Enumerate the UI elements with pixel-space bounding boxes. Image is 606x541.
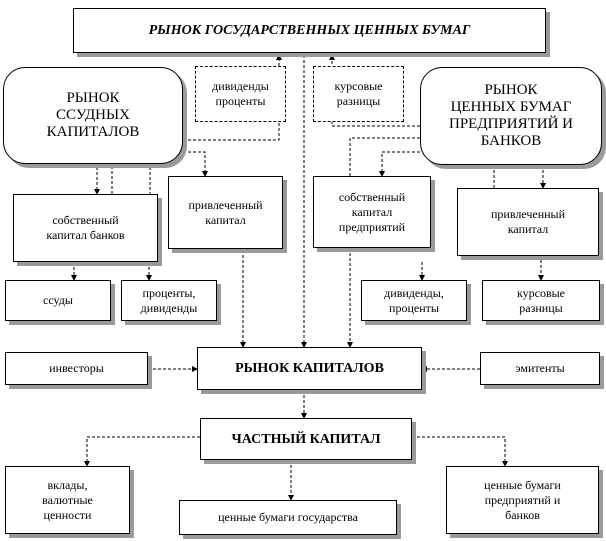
- deposits-box: [5, 466, 130, 534]
- private-capital-label: ЧАСТНЫЙ КАПИТАЛ: [231, 431, 381, 447]
- capital-market-label: РЫНОК КАПИТАЛОВ: [235, 361, 384, 376]
- own-capital-banks-label: собственный капитал банков: [46, 213, 125, 242]
- gov-securities-label: ценные бумаги государства: [218, 510, 358, 524]
- issuers-box: [480, 352, 600, 385]
- title-box: [73, 8, 546, 53]
- borrowed-capital-left-box: [168, 176, 283, 249]
- dividends-interest-bottom-box: [361, 280, 467, 321]
- dividends-interest-bottom-label: дивиденды, проценты: [384, 285, 444, 315]
- own-capital-banks-box: [13, 194, 158, 262]
- capital-market-box: [197, 347, 422, 390]
- dividends-interest-top-box: [195, 66, 286, 122]
- borrowed-capital-right-box: [457, 188, 599, 256]
- title-text: РЫНОК ГОСУДАРСТВЕННЫХ ЦЕННЫХ БУМАГ: [148, 23, 471, 38]
- loans-box: [5, 280, 111, 321]
- corp-securities-label: ценные бумаги предприятий и банков: [484, 477, 561, 522]
- loans-label: ссуды: [43, 293, 73, 307]
- gov-securities-box: [179, 500, 397, 535]
- left-market-box: [3, 67, 183, 164]
- exchange-diff-top-label: курсовые разницы: [334, 79, 383, 108]
- exchange-diff-bottom-box: [482, 280, 600, 321]
- corp-securities-box: [446, 466, 599, 534]
- borrowed-capital-left-label: привлеченный капитал: [188, 197, 263, 227]
- investors-box: [5, 352, 148, 385]
- own-capital-enterprises-label: собственный капитал предприятий: [338, 189, 406, 234]
- exchange-diff-top-box: [313, 66, 404, 122]
- exchange-diff-bottom-label: курсовые разницы: [516, 285, 566, 315]
- own-capital-enterprises-box: [313, 176, 431, 248]
- interest-dividends-label: проценты, дивиденды: [140, 285, 198, 315]
- issuers-label: эмитенты: [515, 361, 565, 375]
- borrowed-capital-right-label: привлеченный капитал: [490, 207, 566, 236]
- right-market-box: [420, 67, 602, 165]
- right-market-label: РЫНОК ЦЕННЫХ БУМАГ ПРЕДПРИЯТИЙ И БАНКОВ: [449, 82, 573, 149]
- private-capital-box: [200, 418, 412, 460]
- investors-label: инвесторы: [49, 361, 104, 375]
- interest-dividends-box: [121, 280, 217, 321]
- dividends-interest-top-label: дивиденды проценты: [212, 79, 269, 108]
- deposits-label: вклады, валютные ценности: [42, 477, 93, 522]
- left-market-label: РЫНОК ССУДНЫХ КАПИТАЛОВ: [46, 90, 140, 140]
